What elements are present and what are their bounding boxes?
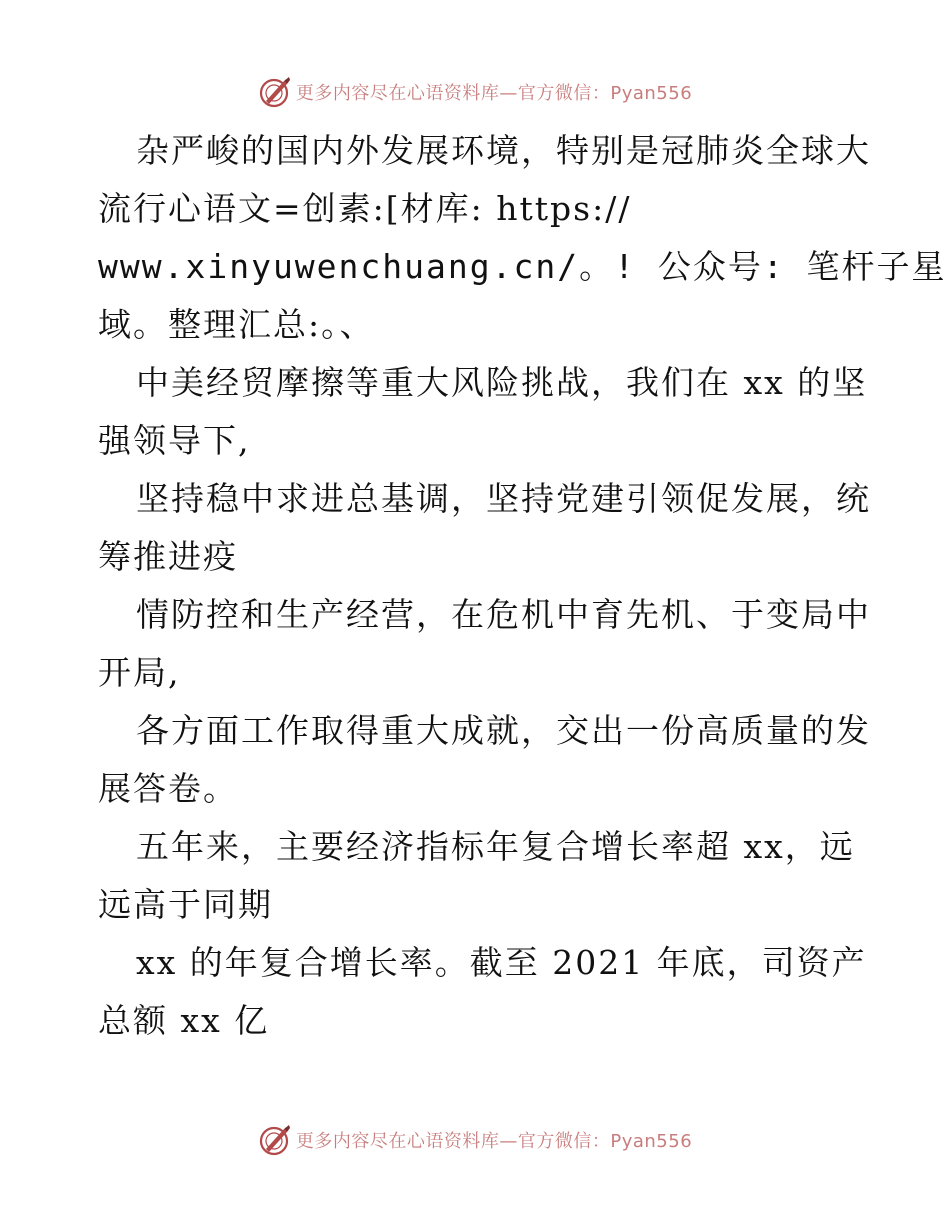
pen-logo-icon [258,1123,292,1157]
text-line: 开局, [98,653,181,692]
header-banner [0,72,950,112]
footer-banner [0,1120,950,1160]
text-line: www.xinyuwenchuang.cn/。! 公众号: 笔杆子星 [98,247,947,286]
text-line: 杂严峻的国内外发展环境，特别是冠肺炎全球大 [136,131,871,170]
text-line: 五年来，主要经济指标年复合增长率超 xx，远 [136,827,855,866]
text-line: 坚持稳中求进总基调，坚持党建引领促发展，统 [136,479,871,518]
text-line: 流行心语文=创素:[材库: https:// [98,189,632,228]
text-line: 中美经贸摩擦等重大风险挑战，我们在 xx 的坚 [136,363,868,402]
text-line: 筹推进疫 [98,537,238,576]
text-line: 各方面工作取得重大成就，交出一份高质量的发 [136,711,871,750]
text-line: 总额 xx 亿 [98,1001,270,1040]
text-line: 强领导下, [98,421,251,460]
text-line: 展答卷。 [98,769,238,808]
text-line: xx 的年复合增长率。截至 2021 年底，司资产 [136,943,867,982]
text-line: 情防控和生产经营，在危机中育先机、于变局中 [136,595,871,634]
document-body [98,122,947,1050]
header-banner-text: 更多内容尽在心语资料库—官方微信：Pyan556 [295,83,693,104]
text-line: 域。整理汇总:。、 [98,305,375,344]
text-line: 远高于同期 [98,885,273,924]
footer-banner-text: 更多内容尽在心语资料库—官方微信：Pyan556 [295,1131,693,1152]
pen-logo-icon [258,75,292,109]
